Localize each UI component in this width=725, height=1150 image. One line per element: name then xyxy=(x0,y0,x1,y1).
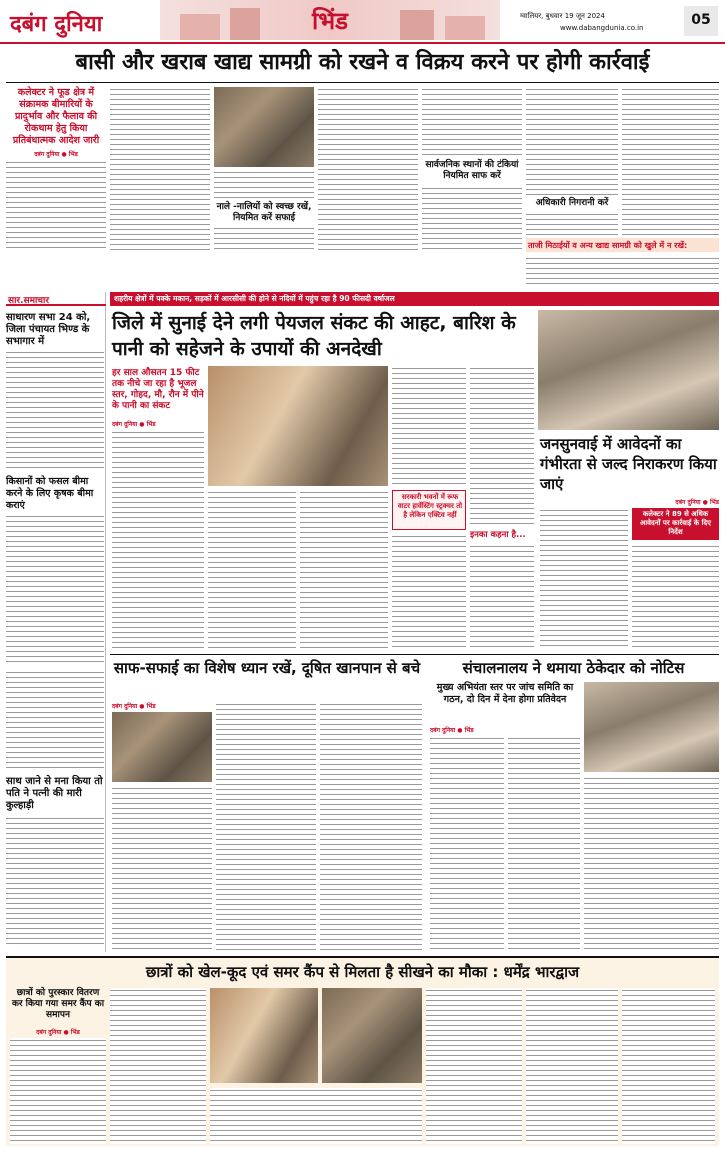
clean-headline: साफ-सफाई का विशेष ध्यान रखें, दूषित खानपान से बचे xyxy=(113,659,421,677)
lead-banner: ताजी मिठाईयों व अन्य खाद्य सामग्री को खुले में न रखें: xyxy=(526,238,719,252)
edition-date: ग्वालियर, बुधवार 19 जून 2024 xyxy=(520,12,605,20)
lead-text-col6 xyxy=(526,87,618,195)
water-headline: जिले में सुनाई देने लगी पेयजल संकट की आहट, बारिश के पानी को सहेजने के उपायों की अनदेखी xyxy=(112,312,516,360)
lead-subhead-tanks: सार्वजनिक स्थानों की टंकियां नियमित साफ करें xyxy=(425,160,519,181)
lead-text-col2 xyxy=(110,87,210,252)
clean-byline: दबंग दुनिया ● भिंड xyxy=(112,703,156,710)
lead-headline: बासी और खराब खाद्य सामग्री को रखने व विक्रय करने पर होगी कार्रवाई xyxy=(75,50,650,75)
lead-subhead: कलेक्टर ने फूड क्षेत्र में संक्रामक बीमारियों के प्रादुर्भाव और फैलाव की रोकथाम हेतु किया प्रतिबंधात्मक आदेश जारी xyxy=(12,87,100,146)
water-box: सरकारी भवनों में रूफ वाटर हार्वेस्टिंग स्ट्रक्चर तो है लेकिन एक्टिव नहीं xyxy=(392,490,466,530)
lead-text-col5 xyxy=(422,87,522,157)
water-sub: इनका कहना है... xyxy=(470,530,526,540)
water-kicker: शहरीय क्षेत्रों में पक्के मकान, सड़कों में आरसीसी की होने से नदियों में पहुंच रहा है 90 फीसदी वर्षाजल xyxy=(114,294,395,303)
lead-text-col1 xyxy=(6,160,106,252)
sidebar xyxy=(6,292,106,952)
hearing-photo xyxy=(538,310,719,430)
water-deck: हर साल औसतन 15 फीट तक नीचे जा रहा है भूजल स्तर, गोहद, मौ, रौन में पीने के पानी का संकट xyxy=(112,368,204,411)
clean-photo xyxy=(112,712,212,782)
page-number-box xyxy=(684,6,718,36)
lead-subhead-drains: नाले -नालियों को स्वच्छ रखें, नियमित करें सफाई xyxy=(216,202,312,223)
site-url: www.dabangdunia.co.in xyxy=(560,24,644,32)
camp-section xyxy=(6,956,719,1146)
camp-headline: छात्रों को खेल-कूद एवं समर कैंप से मिलता है सीखने का मौका : धर्मेंद्र भारद्वाज xyxy=(145,963,580,981)
brand-name: दबंग दुनिया xyxy=(10,12,103,37)
notice-headline: संचालनालय ने थमाया ठेकेदार को नोटिस xyxy=(462,659,685,677)
lead-byline: दबंग दुनिया ● भिंड xyxy=(34,151,78,158)
hearing-byline: दबंग दुनिया ● भिंड xyxy=(675,499,719,506)
brand-logo xyxy=(6,2,156,38)
water-byline: दबंग दुनिया ● भिंड xyxy=(112,421,156,428)
lead-photo xyxy=(214,87,314,167)
lead-text-col7 xyxy=(622,87,719,237)
notice-photo xyxy=(584,682,719,772)
lead-text-col4 xyxy=(318,87,418,252)
water-kicker-bar xyxy=(110,292,719,306)
sidebar-title: सार.समाचार xyxy=(8,296,50,306)
hearing-box: कलेक्टर ने 89 से अधिक आवेदनों पर कार्रवाई के दिए निर्देश xyxy=(632,508,719,540)
notice-deck: मुख्य अभियंता स्तर पर जांच समिति का गठन, दो दिन में देना होगा प्रतिवेदन xyxy=(436,682,574,705)
camp-deck: छात्रों को पुरस्कार वितरण कर किया गया समर कैंप का समापन xyxy=(11,988,105,1020)
water-photo xyxy=(208,366,388,486)
notice-byline: दबंग दुनिया ● भिंड xyxy=(430,727,474,734)
camp-byline: दबंग दुनिया ● भिंड xyxy=(36,1029,80,1036)
page-number: 05 xyxy=(691,12,711,28)
masthead xyxy=(0,0,725,44)
lead-subhead-monitor: अधिकारी निगरानी करें xyxy=(535,198,609,208)
sidebar-story-2-head: किसानों को फसल बीमा करने के लिए कृषक बीमा कराएं xyxy=(6,476,94,511)
sidebar-title-bar xyxy=(6,292,106,306)
sidebar-story-1-head: साधारण सभा 24 को, जिला पंचायत भिण्ड के सभागार में xyxy=(6,312,91,347)
hearing-headline: जनसुनवाई में आवेदनों का गंभीरता से जल्द निराकरण किया जाएं xyxy=(540,435,717,493)
city-skyline xyxy=(160,0,500,40)
sidebar-story-4-head: साथ जाने से मना किया तो पति ने पत्नी की मारी कुल्हाड़ी xyxy=(6,776,103,811)
camp-photo-1 xyxy=(210,988,318,1083)
camp-photo-2 xyxy=(322,988,422,1083)
section-name: भिंड xyxy=(312,7,348,35)
masthead-rule xyxy=(0,42,725,44)
